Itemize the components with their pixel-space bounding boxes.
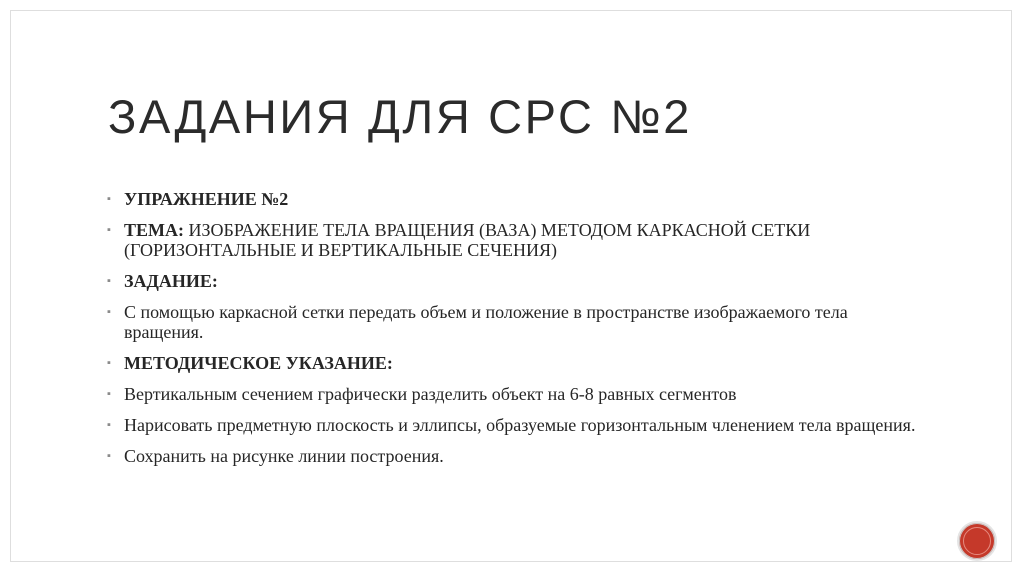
slide-title: ЗАДАНИЯ ДЛЯ СРС №2 (108, 90, 692, 143)
bullet-list (107, 189, 927, 477)
list-item (107, 271, 927, 291)
list-item (107, 446, 927, 466)
list-item (107, 353, 927, 373)
bullet-marker-icon: ▪ (107, 357, 111, 369)
bullet-marker-icon: ▪ (107, 275, 111, 287)
list-item (107, 189, 927, 209)
bullet-text: Нарисовать предметную плоскость и эллипсы, образуемые горизонтальным членением тела вращения. (124, 415, 916, 435)
list-item (107, 302, 927, 342)
bullet-label: МЕТОДИЧЕСКОЕ УКАЗАНИЕ: (124, 353, 393, 373)
bullet-label: УПРАЖНЕНИЕ №2 (124, 189, 289, 209)
bullet-text: Вертикальным сечением графически разделить объект на 6-8 равных сегментов (124, 384, 737, 404)
bullet-marker-icon: ▪ (107, 388, 111, 400)
bullet-text: ИЗОБРАЖЕНИЕ ТЕЛА ВРАЩЕНИЯ (ВАЗА) МЕТОДОМ КАРКАСНОЙ СЕТКИ (ГОРИЗОНТАЛЬНЫЕ И ВЕРТИКАЛЬНЫЕ СЕЧЕНИЯ) (124, 220, 811, 260)
bullet-label: ТЕМА: (124, 220, 184, 240)
bullet-text: С помощью каркасной сетки передать объем и положение в пространстве изображаемого тела вращения. (124, 302, 848, 342)
slide-nav-button[interactable] (957, 521, 997, 561)
bullet-marker-icon: ▪ (107, 306, 111, 318)
slide-frame (10, 10, 1012, 562)
bullet-marker-icon: ▪ (107, 224, 111, 236)
bullet-label: ЗАДАНИЕ: (124, 271, 218, 291)
bullet-marker-icon: ▪ (107, 419, 111, 431)
list-item (107, 415, 927, 435)
list-item (107, 384, 927, 404)
bullet-text: Сохранить на рисунке линии построения. (124, 446, 444, 466)
list-item (107, 220, 927, 260)
circle-nav-icon (963, 527, 991, 555)
bullet-marker-icon: ▪ (107, 450, 111, 462)
bullet-marker-icon: ▪ (107, 193, 111, 205)
